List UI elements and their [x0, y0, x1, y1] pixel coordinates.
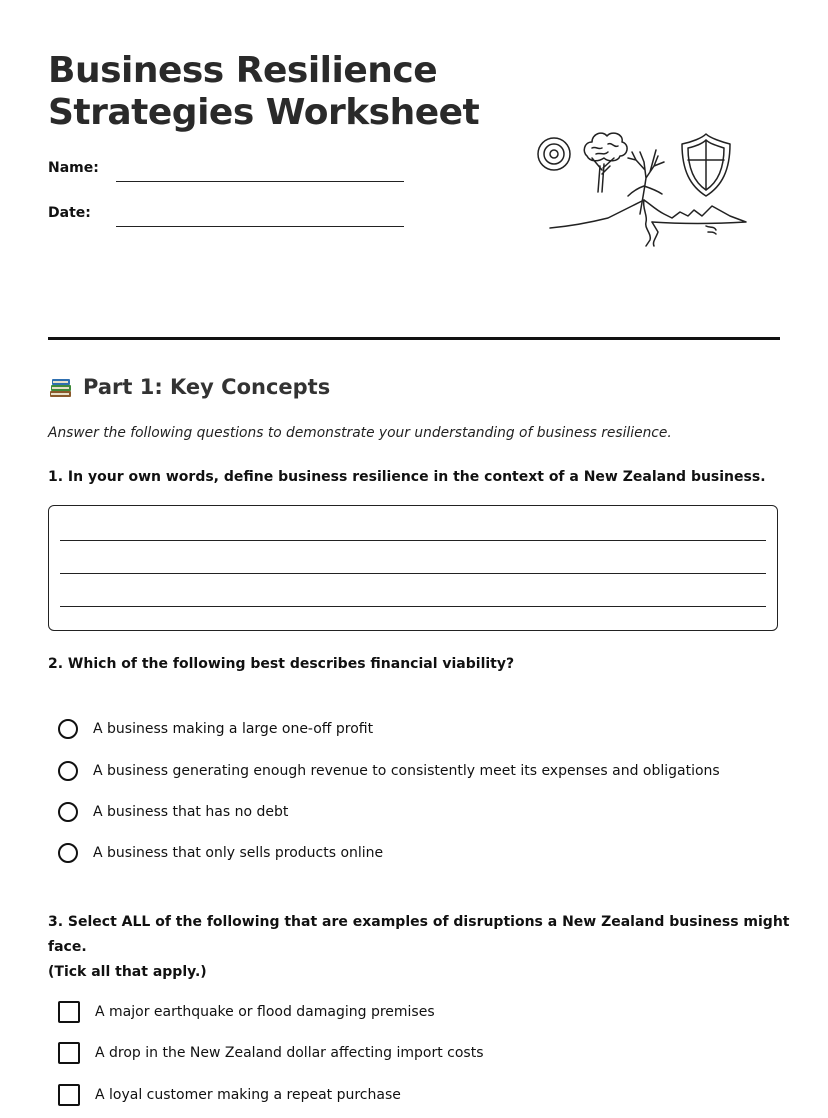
- answer-line: [60, 540, 766, 541]
- answer-box-q1[interactable]: [48, 505, 778, 631]
- title-line-2: Strategies Worksheet: [48, 92, 480, 133]
- question-3: [48, 910, 828, 985]
- option-label: A business making a large one-off profit: [93, 721, 374, 737]
- question-1: 1. In your own words, define business resilience in the context of a New Zealand business.: [48, 469, 766, 485]
- q3-option[interactable]: [58, 1001, 435, 1023]
- radio-button[interactable]: [58, 802, 78, 822]
- date-label: Date:: [48, 205, 91, 221]
- instructions: Answer the following questions to demonstrate your understanding of business resilience.: [48, 425, 672, 441]
- checkbox[interactable]: [58, 1084, 80, 1106]
- q3-option[interactable]: [58, 1042, 484, 1064]
- bare-tree-icon: [628, 150, 664, 214]
- option-label: A loyal customer making a repeat purchase: [95, 1087, 401, 1103]
- question-3-line-1: 3. Select ALL of the following that are examples of disruptions a New Zealand business might face.: [48, 914, 790, 955]
- header-illustration: [532, 122, 758, 252]
- title-line-1: Business Resilience: [48, 50, 438, 91]
- name-label: Name:: [48, 160, 99, 176]
- q2-option[interactable]: [58, 761, 720, 781]
- checkbox[interactable]: [58, 1042, 80, 1064]
- option-label: A business generating enough revenue to consistently meet its expenses and obligations: [93, 763, 720, 779]
- date-field[interactable]: [116, 226, 404, 227]
- radio-button[interactable]: [58, 843, 78, 863]
- checkbox[interactable]: [58, 1001, 80, 1023]
- name-field[interactable]: [116, 181, 404, 182]
- option-label: A business that has no debt: [93, 804, 289, 820]
- q3-option[interactable]: [58, 1084, 401, 1106]
- shield-icon: [682, 134, 730, 196]
- tree-icon: [584, 133, 627, 192]
- q2-option[interactable]: [58, 843, 383, 863]
- option-label: A business that only sells products online: [93, 845, 384, 861]
- q2-option[interactable]: [58, 802, 288, 822]
- option-label: A major earthquake or flood damaging premises: [95, 1004, 435, 1020]
- part1-heading: [48, 374, 330, 400]
- part1-title: Part 1: Key Concepts: [83, 375, 331, 399]
- answer-line: [60, 573, 766, 574]
- radio-button[interactable]: [58, 719, 78, 739]
- worksheet-title: [48, 50, 508, 134]
- target-icon: [538, 138, 570, 170]
- q2-option[interactable]: [58, 719, 373, 739]
- mountain-icon: [550, 200, 746, 246]
- question-3-line-2: (Tick all that apply.): [48, 964, 207, 980]
- radio-button[interactable]: [58, 761, 78, 781]
- answer-line: [60, 606, 766, 607]
- question-2: 2. Which of the following best describes financial viability?: [48, 656, 515, 672]
- books-icon: [48, 374, 74, 400]
- option-label: A drop in the New Zealand dollar affecting import costs: [95, 1045, 484, 1061]
- section-divider: [48, 337, 780, 340]
